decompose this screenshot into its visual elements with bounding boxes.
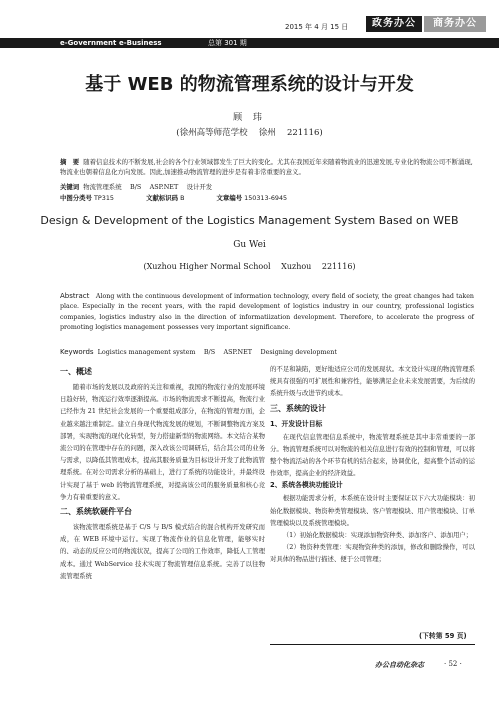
issue-number: 总第 301 期 [208,39,247,47]
tag-egovernment: e-Government [60,39,117,47]
article-title-cn: 基于 WEB 的物流管理系统的设计与开发 [85,74,414,95]
paragraph: 的不足和缺陷，更好地适应公司的发展现状。本文设计实现的物流管理系统具有很强的可扩展性和兼容性，能够满足企业未来发展需要，为后续的系统升级与改进节约成本。 [270,365,475,398]
tag-ebusiness: e-Business [119,39,162,47]
keywords-en [60,347,474,357]
paragraph: 根据功能需求分析，本系统在设计时主要保证以下六大功能模块：初始化数据模块、物资种类管理模块、客户管理模块、用户管理模块、订单管理模块以及系统管理模块。 [270,494,475,527]
classification-row [60,193,474,203]
keywords-cn-text: 物流管理系统 B/S ASP.NET 设计开发 [83,183,213,191]
author-cn: 顾 玮 [233,113,266,123]
abstract-en-text: Along with the continuous development of information technology, every field of society, the great changes had taken place. Especially in the recent years, with the rapid development of logistics industry in our country, professional logistics companies, logistics industry also in the direction of informatiization development. Therefore, to accelerate the progress of promoting logistics management possesses very important significance. [60,293,474,331]
section-heading-design: 三、系统的设计 [270,403,326,413]
article-id-value: 150313-6945 [244,194,288,202]
doc-code-value: B [180,194,185,202]
paragraph: （2）物资种类管理：实现物资种类的添加，修改和删除操作，可以对具体的物品进行描述、便于公司管理； [270,543,475,564]
abstract-en [60,291,474,333]
keywords-en-label: Keywords [60,348,94,356]
body-column-left [60,363,265,582]
paragraph: 随着市场的发展以及政府的关注和重视，我国的物流行业的发展环境日趋好转，物流运行效率逐渐提高。市场的物流需求不断提高，物流行业已经作为 21 世纪社会发展的一个重要组成部分，在物流的管理方面，企业越来越注重制定。建立自身现代物流发展的规划，不断调整物流方案及部署，实现物流的现代化转型，努力搭建新型的物流网络。本文结合某物流公司的在管理中存在的问题，深入改该公司调研后，结合其公司的业务与需求，以降低其管理成本，提高其服务质量为目标设计开发了此物流管理系统。在对公司需求分析的基础上，进行了系统的功能设计，并最终设计实现了基于 web 的物流管理系统，对提高该公司的服务质量和核心竞争力有着重要的意义。 [60,383,265,501]
clc-value: TP315 [94,194,114,202]
section-heading-overview: 一、概述 [60,367,92,376]
affiliation-cn: (徐州高等师范学校 徐州 221116) [176,128,323,138]
abstract-en-label: Abstract [60,292,90,300]
paragraph: （1）初始化数据模块：实现添加物资种类、添加客户、添加用户； [282,531,473,540]
affiliation-en: (Xuzhou Higher Normal School Xuzhou 221116) [143,262,356,271]
continued-note: (下转第 59 页) [419,632,467,640]
subsection-heading-goals: 1、开发设计目标 [270,419,323,428]
author-en: Gu Wei [233,240,266,250]
body-column-right [270,363,475,566]
article-id-label: 文章编号 [216,194,243,202]
abstract-cn-label: 摘 要 [60,158,80,166]
keywords-cn [60,182,474,192]
subsection-heading-modules: 2、系统各模块功能设计 [270,481,343,490]
abstract-cn-text: 随着信息技术的不断发展,社会的各个行业领域都发生了巨大的变化。尤其在我国近年来随着物流业的迅速发展,专业化的物流公司不断涌现,物流业也朝着信息化方向发展。因此,加速推动物流管理的进步是有着非常重要的意义。 [60,158,473,176]
magazine-name: 办公自动化杂志 [375,660,424,669]
page-number: · 52 · [444,660,462,668]
doc-code-label: 文献标识码 [146,194,179,202]
section-heading-platform: 二、系统软硬件平台 [60,507,132,517]
keywords-cn-label: 关键词 [60,183,80,191]
paragraph: 在现代信息管理信息系统中，物流管理系统是其中非常重要的一部分。物流管理系统可以对物流的相关信息进行有效的控制和管理，可以将整个物流活动的各个环节有机的结合起来，协调优化，提高整个活动的运作效率，提高企业的经济效益。 [270,432,475,478]
section-label-business: 商务办公 [424,16,486,32]
paragraph: 该物流管理系统是基于 C/S 与 B/S 模式结合的混合机构开发研究而成，在 WEB 环境中运行。实现了物流作业的信息化管理，能够实时的、动态的反应公司的物流状况，提高了公司的工作效率，降低人工管理成本。通过 WebService 技术实现了物流管理信息系统。完善了以往物流管理系统 [60,523,265,580]
clc-label: 中图分类号 [60,194,92,202]
abstract-cn [60,157,474,177]
footer-divider [270,644,475,645]
article-title-en: Design & Development of the Logistics Management System Based on WEB [40,214,459,227]
keywords-en-text: Logistics management system B/S ASP.NET Designing development [97,348,337,356]
section-label-government: 政务办公 [366,16,422,32]
publication-date: 2015 年 4 月 15 日 [285,23,349,31]
